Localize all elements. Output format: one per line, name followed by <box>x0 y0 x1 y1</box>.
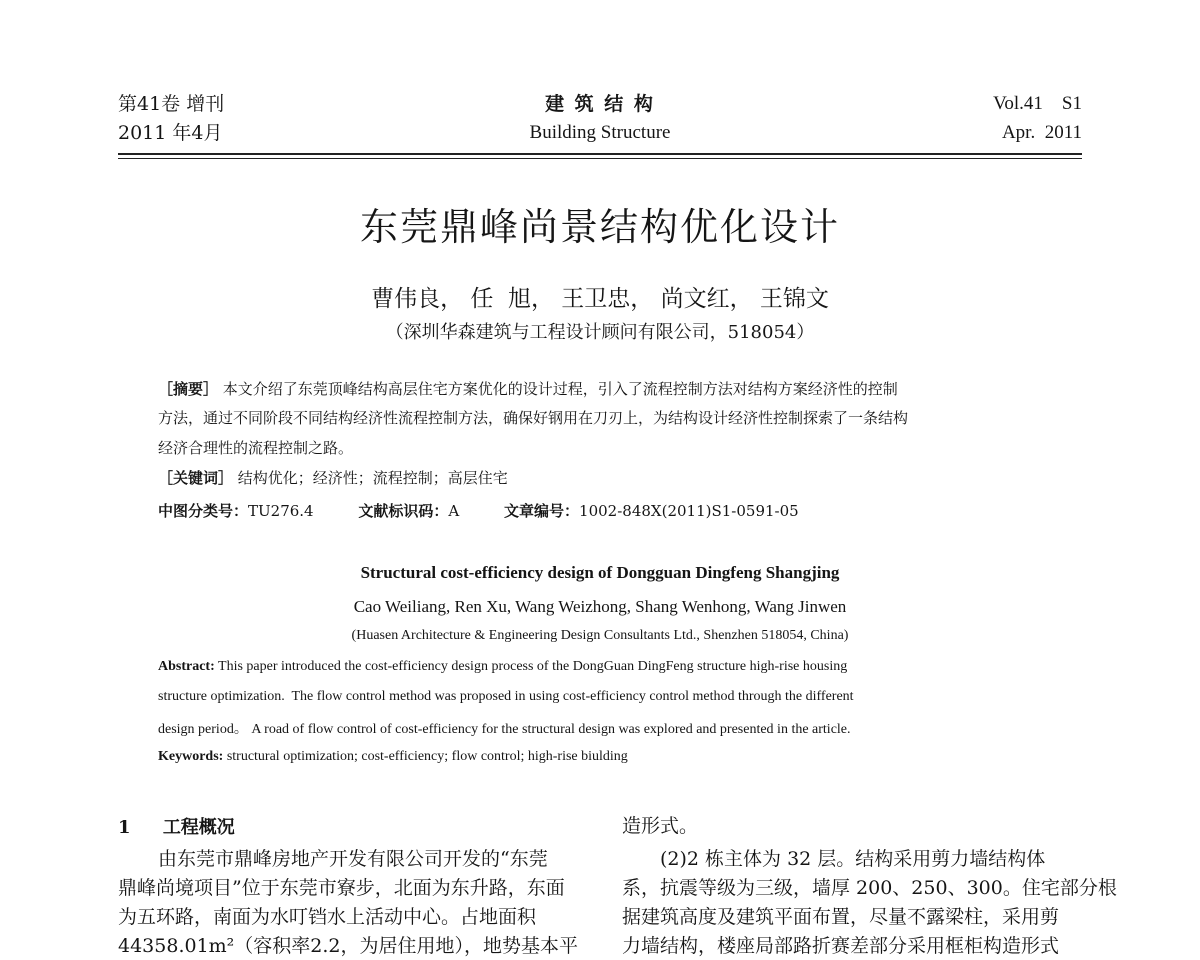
english-affiliation: (Huasen Architecture & Engineering Design Consultants Ltd., Shenzhen 518054, China) <box>351 628 849 643</box>
abstract-en-line1 <box>158 659 847 675</box>
doc-code-label: 文献标识码： <box>358 502 449 520</box>
body-left-line2: 鼎峰尚境项目”位于东莞市寮步，北面为东升路，东面 <box>118 877 565 899</box>
abstract-zh-line1 <box>158 377 898 401</box>
body-left-line3: 为五环路，南面为水叮铛水上活动中心。占地面积 <box>118 906 537 928</box>
body-right-line5: 力墙结构，楼座局部路折赛差部分采用框柜构造形式 <box>622 935 1060 957</box>
section-heading <box>118 813 235 839</box>
abstract-en-line3: design period。 A road of flow control of cost-efficiency for the structural design was explored and presented in the article. <box>158 722 851 737</box>
header-rule-thick <box>118 153 1082 155</box>
body-left-line4: 44358.01m²（容积率2.2，为居住用地），地势基本平 <box>118 935 579 957</box>
body-left-line1: 由东莞市鼎峰房地产开发有限公司开发的“东莞 <box>158 848 548 870</box>
classification-line <box>158 499 799 523</box>
abstract-zh-text1: 本文介绍了东莞顶峰结构高层住宅方案优化的设计过程，引入了流程控制方法对结构方案经济性的控制 <box>222 380 898 398</box>
english-authors: Cao Weiliang, Ren Xu, Wang Weizhong, Shang Wenhong, Wang Jinwen <box>353 597 847 616</box>
paper-authors: 曹伟良， 任 旭， 王卫忠， 尚文红， 王锦文 <box>371 286 829 312</box>
abstract-en-text1: This paper introduced the cost-efficiency design process of the DongGuan DingFeng structure high-rise housing <box>218 659 848 674</box>
keywords-en-label: Keywords: <box>158 749 224 764</box>
journal-date: 2011 年4月 <box>118 122 223 144</box>
doc-code-value: A <box>448 502 460 520</box>
clc-value: TU276.4 <box>248 502 314 520</box>
body-right-line1: 造形式。 <box>622 815 699 837</box>
english-title: Structural cost-efficiency design of Dongguan Dingfeng Shangjing <box>360 563 840 582</box>
paper-affiliation: （深圳华森建筑与工程设计顾问有限公司，518054） <box>385 322 815 343</box>
journal-name-en: Building Structure <box>529 122 671 143</box>
article-no-value: 1002-848X(2011)S1-0591-05 <box>579 502 799 520</box>
keywords-zh-text: 结构优化；经济性；流程控制；高层住宅 <box>237 469 508 487</box>
paper-title: 东莞鼎峰尚景结构优化设计 <box>359 205 840 249</box>
journal-name-zh: 建 筑 结 构 <box>545 93 655 115</box>
body-right-line4: 据建筑高度及建筑平面布置，尽量不露梁柱，采用剪 <box>622 906 1060 928</box>
abstract-en-line2: structure optimization. The flow control method was proposed in using cost-efficiency control method through the different <box>158 689 854 704</box>
abstract-zh-label: ［摘要］ <box>158 380 219 398</box>
keywords-en-text: structural optimization; cost-efficiency; flow control; high-rise biulding <box>226 749 628 764</box>
abstract-zh-line2: 方法，通过不同阶段不同结构经济性流程控制方法，确保好钢用在刀刃上，为结构设计经济性控制探索了一条结构 <box>158 409 909 427</box>
article-no-label: 文章编号： <box>504 502 580 520</box>
journal-volume: 第41卷 增刊 <box>118 93 225 115</box>
header-rule-thin <box>118 158 1082 159</box>
abstract-en-label: Abstract: <box>158 659 215 674</box>
section-title: 工程概况 <box>162 817 235 838</box>
keywords-zh <box>158 466 508 490</box>
section-number: 1 <box>118 817 131 838</box>
body-right-line2: (2)2 栋主体为 32 层。结构采用剪力墙结构体 <box>660 848 1046 870</box>
keywords-en <box>158 749 628 765</box>
journal-vol-en: Vol.41 S1 <box>993 93 1082 114</box>
body-right-line3: 系，抗震等级为三级，墙厚 200、250、300。住宅部分根 <box>622 877 1117 899</box>
clc-label: 中图分类号： <box>158 502 249 520</box>
keywords-zh-label: ［关键词］ <box>158 469 234 487</box>
abstract-zh-line3: 经济合理性的流程控制之路。 <box>158 439 354 457</box>
journal-date-en: Apr. 2011 <box>1001 122 1082 143</box>
